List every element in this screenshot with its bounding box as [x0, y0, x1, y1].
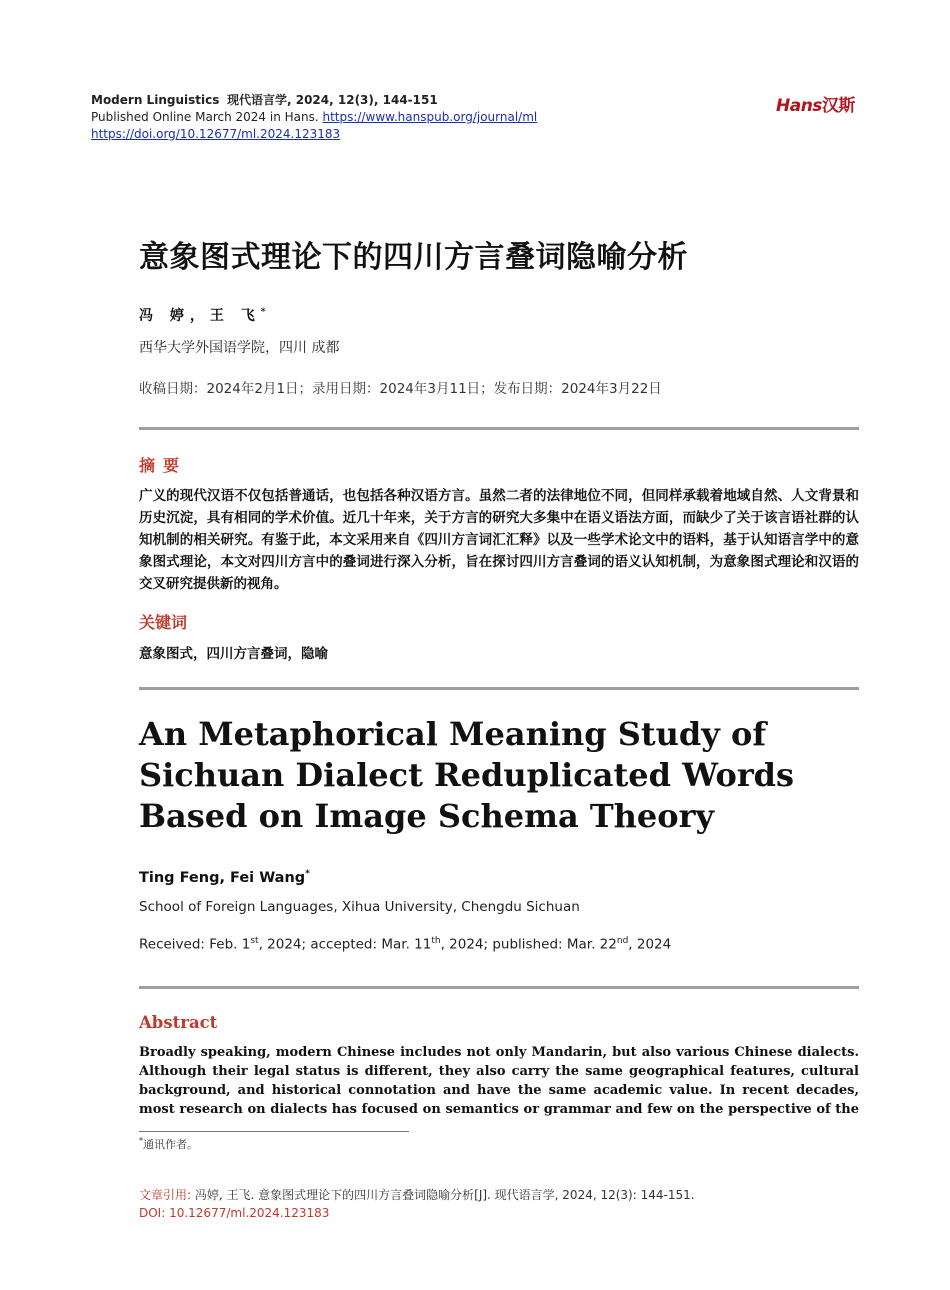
journal-url-link[interactable]: https://www.hanspub.org/journal/ml: [322, 110, 538, 124]
journal-citation-cn: 现代语言学, 2024, 12(3), 144-151: [227, 93, 438, 107]
journal-name-en: Modern Linguistics: [91, 93, 220, 107]
doi-url-link[interactable]: https://doi.org/10.12677/ml.2024.123183: [91, 127, 341, 141]
doi-text[interactable]: DOI: 10.12677/ml.2024.123183: [139, 1206, 330, 1220]
abstract-heading-en: Abstract: [139, 1013, 218, 1032]
received-sup: st: [250, 936, 259, 946]
published-line: [91, 109, 537, 126]
abstract-cn: 广义的现代汉语不仅包括普通话，也包括各种汉语方言。虽然二者的法律地位不同，但同样承载着地域自然、人文背景和历史沉淀，具有相同的学术价值。近几十年来，关于方言的研究大多集中在语义语法方面，而缺少了关于该言语社群的认知机制的相关研究。有鉴于此，本文采用来自《四川方言词汇汇释》以及一些学术论文中的语料，基于认知语言学中的意象图式理论，本文对四川方言中的叠词进行深入分析，旨在探讨四川方言叠词的语义认知机制，为意象图式理论和汉语的交叉研究提供新的视角。: [139, 488, 859, 592]
abstract-en: Broadly speaking, modern Chinese includes not only Mandarin, but also various Chinese dialects. Although their legal status is different, they also carry the same geographical features, cultural background, and historical connotation and have the same academic value. In recent decades, most research on dialects has focused on semantics or grammar and few on the perspective of the: [139, 1045, 859, 1117]
authors-en-text: Ting Feng, Fei Wang: [139, 869, 306, 886]
citation: [139, 1186, 695, 1203]
logo-text-en: Hans: [776, 96, 822, 116]
divider: [139, 986, 859, 989]
author-mark-en: *: [305, 869, 310, 879]
footnote-text: 通讯作者。: [143, 1138, 198, 1151]
footnote-rule: [139, 1131, 409, 1132]
received-label: Received: Feb. 1: [139, 936, 251, 953]
doi-line: [91, 126, 340, 143]
affiliation-cn: 西华大学外国语学院，四川 成都: [139, 340, 340, 356]
journal-line: [91, 92, 438, 109]
published-text: Published Online March 2024 in Hans.: [91, 110, 319, 124]
accepted-label: , 2024; accepted: Mar. 11: [258, 936, 432, 953]
divider: [139, 687, 859, 690]
accepted-sup: th: [431, 936, 441, 946]
dates-cn: 收稿日期：2024年2月1日；录用日期：2024年3月11日；发布日期：2024年3月22日: [139, 381, 662, 397]
authors-en: [139, 869, 310, 886]
published-sup: nd: [616, 936, 629, 946]
logo-text-cn: 汉斯: [821, 96, 855, 116]
authors-cn-text: 冯 婷，王 飞: [139, 308, 261, 324]
affiliation-en: School of Foreign Languages, Xihua University, Chengdu Sichuan: [139, 899, 580, 915]
abstract-heading-cn: 摘要: [139, 456, 188, 475]
footnote-mark: *: [139, 1136, 143, 1146]
keywords-heading-cn: 关键词: [139, 613, 188, 632]
hans-logo[interactable]: [776, 91, 855, 116]
year-tail: , 2024: [628, 936, 672, 953]
paper-title-en: An Metaphorical Meaning Study of Sichuan Dialect Reduplicated Words Based on Image Schema Theory: [139, 715, 795, 835]
divider: [139, 427, 859, 430]
citation-text: 冯婷, 王飞. 意象图式理论下的四川方言叠词隐喻分析[J]. 现代语言学, 2024, 12(3): 144-151.: [194, 1188, 695, 1202]
footnote: [139, 1136, 198, 1152]
paper-title-cn: 意象图式理论下的四川方言叠词隐喻分析: [139, 240, 688, 275]
authors-cn: [139, 305, 265, 325]
citation-label: 文章引用:: [139, 1188, 192, 1202]
published-label: , 2024; published: Mar. 22: [440, 936, 617, 953]
author-mark-cn: *: [260, 307, 266, 318]
dates-en: [139, 936, 671, 953]
keywords-cn: 意象图式，四川方言叠词，隐喻: [139, 646, 328, 662]
